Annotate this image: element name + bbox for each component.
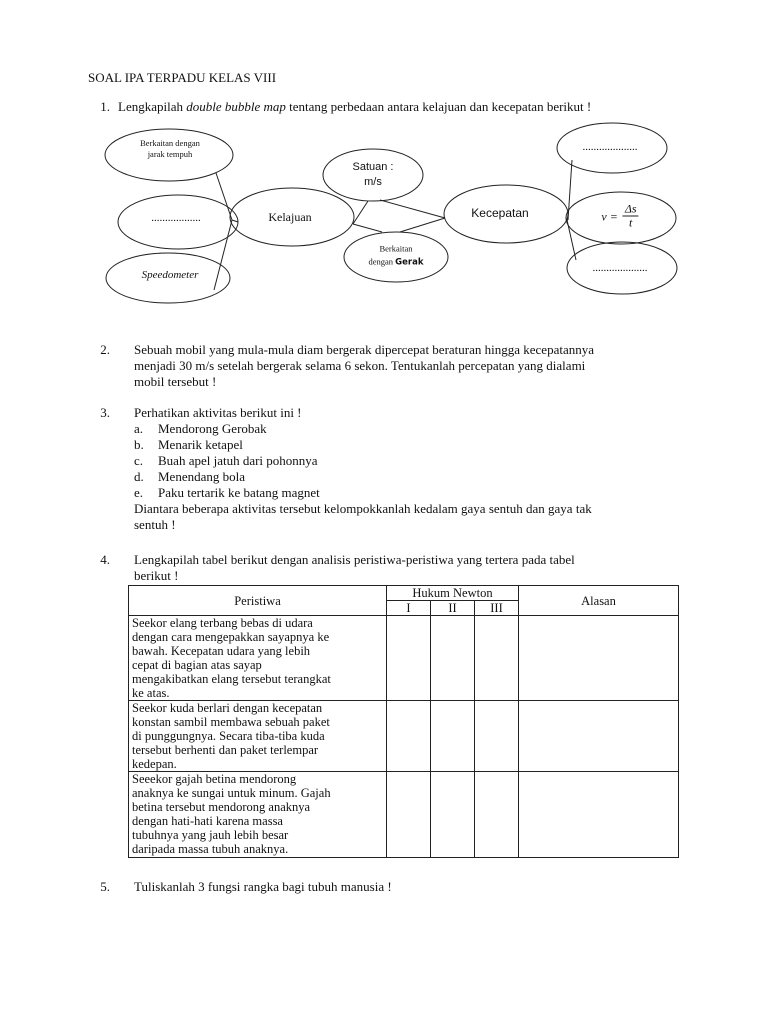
question-2-line: Sebuah mobil yang mula-mula diam bergerak dipercepat beraturan hingga kecepatannya <box>134 342 594 357</box>
question-number: 5. <box>100 879 110 894</box>
list-item <box>134 437 243 453</box>
bubble-text-bold: Gerak <box>395 257 424 268</box>
velocity-formula <box>601 203 638 230</box>
alasan-cell[interactable] <box>519 616 679 701</box>
question-3-outro: Diantara beberapa aktivitas tersebut kelompokkanlah kedalam gaya sentuh dan gaya tak <box>134 501 592 516</box>
bubble-text-line: jarak tempuh <box>147 149 193 159</box>
list-letter: b. <box>134 437 144 452</box>
law-1-cell[interactable] <box>387 701 431 772</box>
list-item <box>134 421 267 437</box>
bubble-text-line: Satuan : <box>352 161 394 173</box>
q1-text-italic: double bubble map <box>186 99 286 114</box>
bubble-text-line: m/s <box>364 176 382 188</box>
cell-line: mengakibatkan elang tersebut terangkat <box>132 672 331 686</box>
question-number: 1. <box>100 99 110 114</box>
list-letter: a. <box>134 421 144 436</box>
header-law-2: II <box>431 601 475 616</box>
law-2-cell[interactable] <box>431 701 475 772</box>
list-text: Buah apel jatuh dari pohonnya <box>158 453 318 468</box>
cell-line: kedepan. <box>132 757 177 771</box>
bubble-kecepatan-text: Kecepatan <box>471 206 529 220</box>
list-item <box>134 485 320 501</box>
header-law-3: III <box>475 601 519 616</box>
law-3-cell[interactable] <box>475 616 519 701</box>
law-1-cell[interactable] <box>387 772 431 858</box>
table-row <box>129 701 679 772</box>
bubble-text-part: dengan <box>368 256 396 267</box>
question-2-line: menjadi 30 m/s setelah bergerak selama 6 sekon. Tentukanlah percepatan yang dialami <box>134 358 586 373</box>
bubble-right-bottom-blank: .................... <box>592 262 648 274</box>
cell-line: Seeekor gajah betina mendorong <box>132 772 297 786</box>
question-number: 2. <box>100 342 110 357</box>
bubble-gerak-text <box>369 243 424 270</box>
question-3-intro: Perhatikan aktivitas berikut ini ! <box>134 405 302 420</box>
bubble-text-line: Berkaitan <box>379 243 413 254</box>
bubble-right-top-blank: .................... <box>582 141 638 153</box>
list-letter: c. <box>134 453 144 468</box>
bubble-left-mid-blank: .................. <box>151 212 201 224</box>
cell-line: konstan sambil membawa sebuah paket <box>132 715 330 729</box>
connector-lines <box>214 160 576 290</box>
list-text: Menendang bola <box>158 469 246 484</box>
q1-text-post: tentang perbedaan antara kelajuan dan kecepatan berikut ! <box>285 99 592 114</box>
bubble-text-line: Berkaitan dengan <box>140 138 200 148</box>
header-hukum-newton: Hukum Newton <box>387 586 519 601</box>
formula-lhs: v = <box>601 209 618 223</box>
formula-denominator: t <box>629 215 633 230</box>
question-2-line: mobil tersebut ! <box>134 374 217 389</box>
question-number: 3. <box>100 405 110 420</box>
bubble-satuan-text <box>353 160 394 190</box>
law-2-cell[interactable] <box>431 616 475 701</box>
bubble-left-top-text <box>140 138 200 160</box>
header-law-1: I <box>387 601 431 616</box>
bubble-kelajuan-text: Kelajuan <box>268 210 312 224</box>
cell-line: di punggungnya. Secara tiba-tiba kuda <box>132 729 325 743</box>
law-2-cell[interactable] <box>431 772 475 858</box>
cell-line: bawah. Kecepatan udara yang lebih <box>132 644 311 658</box>
cell-line: Seekor kuda berlari dengan kecepatan <box>132 701 323 715</box>
alasan-cell[interactable] <box>519 701 679 772</box>
q1-text-pre: Lengkapilah <box>118 99 187 114</box>
list-text: Paku tertarik ke batang magnet <box>158 485 320 500</box>
list-item <box>134 469 245 485</box>
cell-line: Seekor elang terbang bebas di udara <box>132 616 313 630</box>
list-letter: e. <box>134 485 144 500</box>
question-4-line: berikut ! <box>134 568 179 583</box>
peristiwa-cell <box>129 701 387 772</box>
question-5-text: Tuliskanlah 3 fungsi rangka bagi tubuh manusia ! <box>134 879 392 894</box>
list-text: Mendorong Gerobak <box>158 421 267 436</box>
peristiwa-cell <box>129 616 387 701</box>
alasan-cell[interactable] <box>519 772 679 858</box>
newton-law-table <box>128 585 679 858</box>
question-number: 4. <box>100 552 110 567</box>
document-title: SOAL IPA TERPADU KELAS VIII <box>88 70 277 85</box>
question-4-line: Lengkapilah tabel berikut dengan analisis peristiwa-peristiwa yang tertera pada tabel <box>134 552 575 567</box>
cell-line: dengan cara mengepakkan sayapnya ke <box>132 630 330 644</box>
question-3-outro: sentuh ! <box>134 517 176 532</box>
cell-line: dengan hati-hati karena massa <box>132 814 283 828</box>
cell-line: ke atas. <box>132 686 170 700</box>
law-3-cell[interactable] <box>475 772 519 858</box>
list-letter: d. <box>134 469 144 484</box>
peristiwa-cell <box>129 772 387 858</box>
header-peristiwa: Peristiwa <box>129 586 387 616</box>
list-text: Menarik ketapel <box>158 437 243 452</box>
formula-fraction <box>623 203 639 230</box>
cell-line: anaknya ke sungai untuk minum. Gajah <box>132 786 331 800</box>
cell-line: betina tersebut mendorong anaknya <box>132 800 311 814</box>
table-row <box>129 616 679 701</box>
law-3-cell[interactable] <box>475 701 519 772</box>
cell-line: daripada massa tubuh anaknya. <box>132 842 289 856</box>
list-item <box>134 453 318 469</box>
header-alasan: Alasan <box>519 586 679 616</box>
cell-line: tubuhnya yang jauh lebih besar <box>132 828 289 842</box>
cell-line: tersebut berhenti dan paket terlempar <box>132 743 319 757</box>
law-1-cell[interactable] <box>387 616 431 701</box>
formula-numerator: Δs <box>624 201 637 216</box>
cell-line: cepat di bagian atas sayap <box>132 658 262 672</box>
bubble-left-bottom-text: Speedometer <box>141 269 199 281</box>
table-row <box>129 772 679 858</box>
